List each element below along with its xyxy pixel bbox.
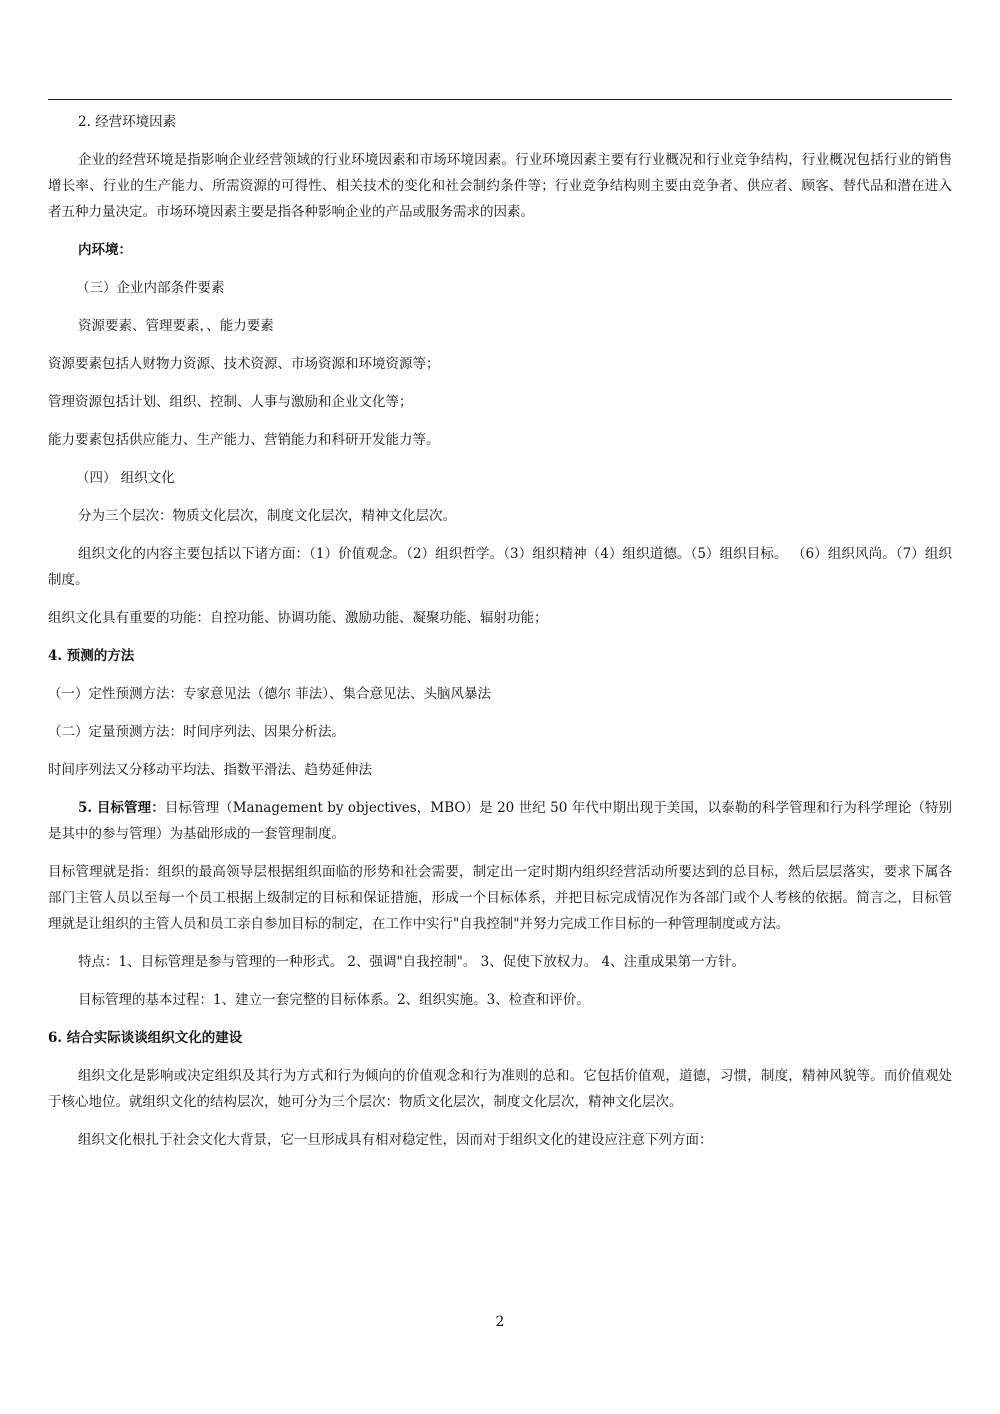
paragraph-time-series-methods: 时间序列法又分移动平均法、指数平滑法、趋势延伸法 (48, 762, 372, 778)
section-heading-forecasting-methods: 4. 预测的方法 (48, 648, 135, 664)
paragraph-business-environment: 企业的经营环境是指影响企业经营领域的行业环境因素和市场环境因素。行业环境因素主要有行业概况和行业竞争结构，行业概况包括行业的销售增长率、行业的生产能力、所需资源的可得性、相关技术的变化和社会制约条件等；行业竞争结构则主要由竞争者、供应者、顾客、替代品和潜在进入者五种力量决定。市场环境因素主要是指各种影响企业的产品或服务需求的因素。 (48, 152, 952, 220)
paragraph-quantitative-forecasting: （二）定量预测方法：时间序列法、因果分析法。 (48, 724, 345, 740)
paragraph-elements-list: 资源要素、管理要素，、能力要素 (78, 318, 274, 334)
subsection-heading-business-environment: 2. 经营环境因素 (78, 114, 177, 130)
page-number: 2 (495, 1314, 505, 1330)
subsection-heading-internal-conditions: （三）企业内部条件要素 (76, 280, 225, 296)
document-body (48, 109, 952, 1165)
paragraph-mbo-intro (48, 795, 952, 847)
paragraph-culture-contents: 组织文化的内容主要包括以下诸方面：（1）价值观念。（2）组织哲学。（3）组织精神（4）组织道德。（5）组织目标。 （6）组织风尚。（7）组织制度。 (48, 546, 952, 588)
paragraph-management-resources: 管理资源包括计划、组织、控制、人事与激励和企业文化等； (48, 394, 413, 410)
paragraph-culture-building: 组织文化根扎于社会文化大背景，它一旦形成具有相对稳定性，因而对于组织文化的建设应注意下列方面： (78, 1132, 713, 1148)
paragraph-resource-elements: 资源要素包括人财物力资源、技术资源、市场资源和环境资源等； (48, 356, 440, 372)
paragraph-mbo-definition: 目标管理就是指：组织的最高领导层根据组织面临的形势和社会需要，制定出一定时期内组织经营活动所要达到的总目标，然后层层落实，要求下属各部门主管人员以至每一个员工根据上级制定的目标和保证措施，形成一个目标体系，并把目标完成情况作为各部门或个人考核的依据。简言之，目标管理就是让组织的主管人员和员工亲自参加目标的制定，在工作中实行"自我控制"并努力完成工作目标的一种管理制度或方法。 (48, 864, 952, 932)
paragraph-culture-levels: 分为三个层次：物质文化层次，制度文化层次，精神文化层次。 (78, 508, 456, 524)
heading-internal-environment: 内环境： (78, 242, 132, 258)
mbo-intro-text: 目标管理（Management by objectives，MBO）是 20 世纪 50 年代中期出现于美国，以泰勒的科学管理和行为科学理论（特别是其中的参与管理）为基础形成的一套管理制度。 (48, 800, 952, 842)
paragraph-culture-functions: 组织文化具有重要的功能：自控功能、协调功能、激励功能、凝聚功能、辐射功能； (48, 610, 548, 626)
section-heading-culture-building: 6. 结合实际谈谈组织文化的建设 (48, 1030, 243, 1046)
paragraph-mbo-features: 特点：1、目标管理是参与管理的一种形式。 2、强调"自我控制"。 3、促使下放权力。 4、注重成果第一方针。 (78, 954, 746, 970)
paragraph-qualitative-forecasting: （一）定性预测方法：专家意见法（德尔 菲法）、集合意见法、头脑风暴法 (48, 686, 492, 702)
subsection-heading-org-culture: （四） 组织文化 (76, 470, 175, 486)
paragraph-culture-definition: 组织文化是影响或决定组织及其行为方式和行为倾向的价值观念和行为准则的总和。它包括价值观，道德，习惯，制度，精神风貌等。而价值观处于核心地位。就组织文化的结构层次，她可分为三个层次：物质文化层次，制度文化层次，精神文化层次。 (48, 1068, 952, 1110)
header-rule (48, 99, 952, 100)
section-heading-mbo: 5. 目标管理： (78, 800, 165, 816)
paragraph-capability-elements: 能力要素包括供应能力、生产能力、营销能力和科研开发能力等。 (48, 432, 440, 448)
paragraph-mbo-process: 目标管理的基本过程：1、建立一套完整的目标体系。2、组织实施。3、检查和评价。 (78, 992, 590, 1008)
